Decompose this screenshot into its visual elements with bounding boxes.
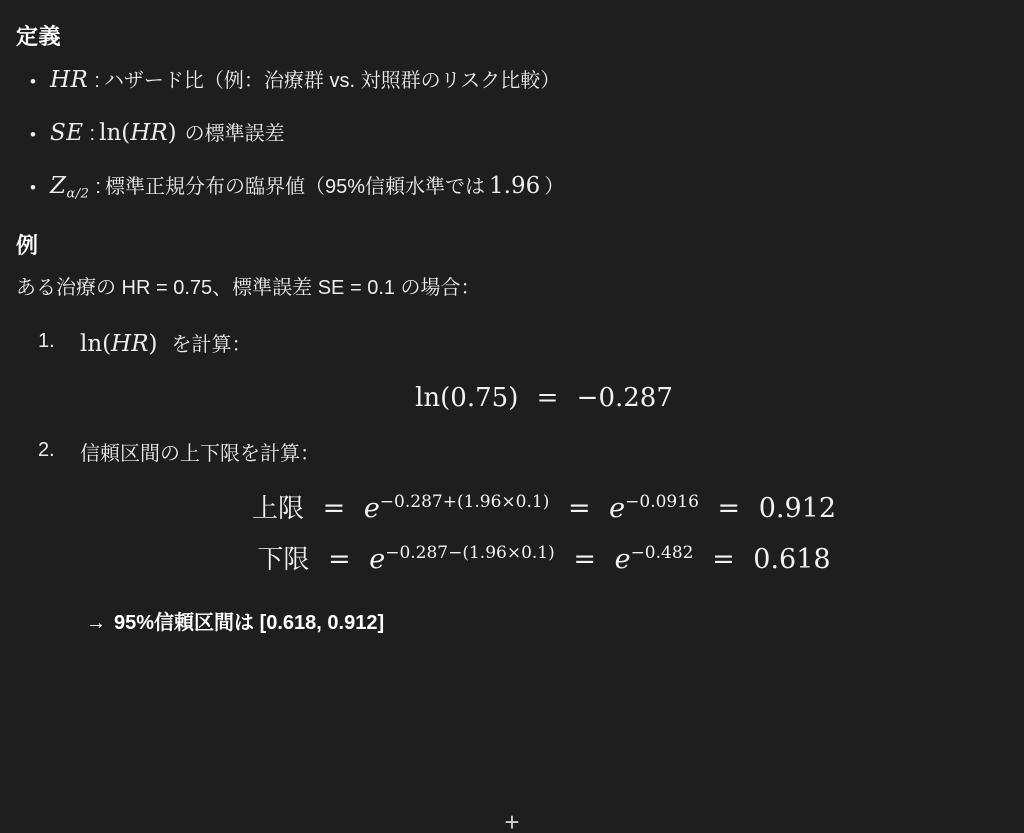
step-heading bbox=[80, 328, 1008, 357]
scroll-indicator: + bbox=[504, 815, 520, 833]
equation-value: 0.912 bbox=[758, 493, 836, 525]
equation-operator-mid: = bbox=[573, 544, 596, 576]
definition-subscript: α/2 bbox=[66, 186, 90, 202]
equation-step1 bbox=[80, 383, 1008, 413]
bullet-icon: • bbox=[30, 72, 36, 91]
example-intro: ある治療の HR = 0.75、標準誤差 SE = 0.1 の場合： bbox=[16, 277, 481, 300]
equation-value: 0.618 bbox=[753, 544, 831, 576]
equation-mid-base: e bbox=[614, 544, 631, 576]
definition-symbol: SE bbox=[50, 120, 84, 147]
equation-mid-exponent: −0.0916 bbox=[625, 492, 699, 513]
definition-text: 標準正規分布の臨界値（95%信頼水準では bbox=[104, 176, 486, 199]
equation-base: e bbox=[363, 493, 380, 525]
equation-exponent: −0.287−(1.96×0.1) bbox=[385, 543, 555, 564]
bullet-icon: • bbox=[30, 178, 36, 198]
equation-rhs: −0.287 bbox=[576, 383, 673, 414]
equation-label: 下限 bbox=[257, 544, 310, 575]
step-heading bbox=[80, 437, 1008, 466]
definition-separator: : bbox=[89, 123, 96, 146]
definition-text: ハザード比（例：治療群 vs. 対照群のリスク比較） bbox=[103, 70, 561, 92]
list-item bbox=[16, 65, 1008, 96]
equation-operator-final: = bbox=[712, 544, 735, 576]
definition-text: の標準誤差 bbox=[184, 123, 285, 146]
definitions-heading: 定義 bbox=[16, 24, 62, 49]
equation-mid-base: e bbox=[609, 493, 626, 525]
definition-symbol: HR bbox=[50, 67, 89, 93]
step-item-2 bbox=[16, 437, 1008, 576]
equation-mid-exponent: −0.482 bbox=[630, 543, 694, 564]
step-label-suffix: を計算： bbox=[171, 334, 252, 357]
equation-line bbox=[80, 488, 1008, 525]
result-text: 95%信頼区間は [0.618, 0.912] bbox=[114, 612, 385, 635]
equation-lhs: ln(0.75) bbox=[415, 383, 519, 414]
result-statement bbox=[86, 606, 1008, 635]
step-item-1 bbox=[16, 328, 1008, 413]
definition-separator: : bbox=[95, 176, 101, 199]
steps-list bbox=[16, 328, 1008, 576]
definition-separator: : bbox=[94, 70, 100, 92]
arrow-icon: → bbox=[86, 612, 106, 635]
equation-operator-mid: = bbox=[567, 493, 591, 525]
definition-symbol: $Z_{\alpha/2}$ bbox=[50, 173, 90, 202]
definition-value: 1.96 bbox=[489, 173, 541, 200]
step-math-label: ln(HR) bbox=[80, 331, 158, 358]
definitions-list bbox=[16, 65, 1008, 203]
example-heading: 例 bbox=[16, 233, 39, 259]
equation-step2-upper bbox=[80, 488, 1008, 576]
bullet-icon: • bbox=[30, 125, 36, 145]
definition-text-after: ） bbox=[544, 176, 565, 199]
equation-exponent: −0.287+(1.96×0.1) bbox=[379, 492, 550, 513]
equation-base: e bbox=[369, 544, 386, 576]
list-item bbox=[16, 118, 1008, 149]
equation-label: 上限 bbox=[251, 493, 304, 524]
definition-math: ln(HR) bbox=[99, 120, 177, 147]
equation-operator: = bbox=[536, 383, 559, 414]
equation-line bbox=[80, 539, 1008, 576]
equation-operator-final: = bbox=[717, 493, 741, 525]
equation-operator: = bbox=[322, 493, 346, 525]
list-item bbox=[16, 171, 1008, 203]
step-label: 信頼区間の上下限を計算： bbox=[80, 443, 320, 466]
equation-operator: = bbox=[328, 544, 351, 576]
